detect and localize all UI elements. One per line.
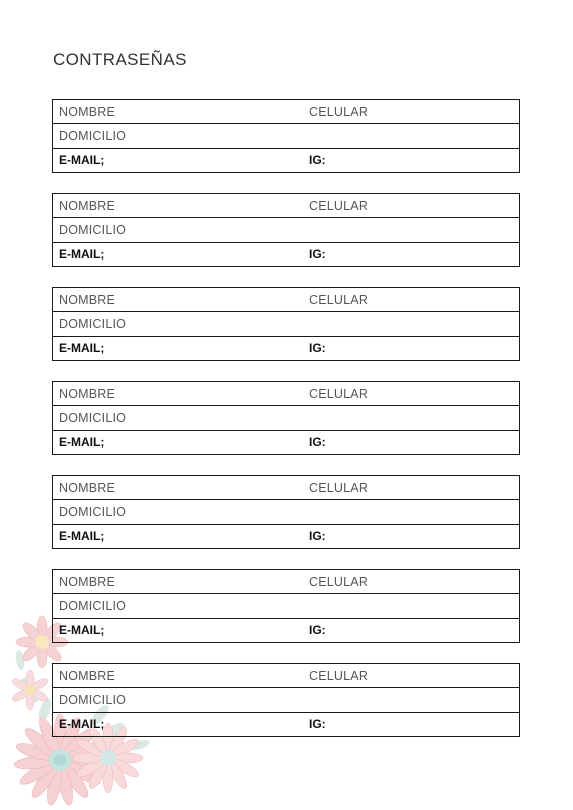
email-label: E-MAIL; (59, 529, 105, 544)
name-label: NOMBRE (59, 574, 116, 589)
name-phone-row[interactable] (53, 100, 519, 124)
address-label: DOMICILIO (59, 128, 127, 143)
phone-label: CELULAR (309, 198, 369, 213)
email-label: E-MAIL; (59, 623, 105, 638)
ig-label: IG: (309, 153, 326, 168)
address-row[interactable] (53, 594, 519, 618)
email-ig-row[interactable] (53, 619, 519, 642)
phone-label: CELULAR (309, 386, 369, 401)
contact-entry (52, 381, 520, 455)
email-ig-row[interactable] (53, 525, 519, 548)
email-label: E-MAIL; (59, 247, 105, 262)
ig-label: IG: (309, 341, 326, 356)
email-label: E-MAIL; (59, 153, 105, 168)
address-label: DOMICILIO (59, 504, 127, 519)
name-label: NOMBRE (59, 480, 116, 495)
name-phone-row[interactable] (53, 194, 519, 218)
email-ig-row[interactable] (53, 243, 519, 266)
address-label: DOMICILIO (59, 692, 127, 707)
email-ig-row[interactable] (53, 337, 519, 360)
name-phone-row[interactable] (53, 288, 519, 312)
address-row[interactable] (53, 500, 519, 524)
address-row[interactable] (53, 218, 519, 242)
contact-entry (52, 193, 520, 267)
name-label: NOMBRE (59, 386, 116, 401)
email-ig-row[interactable] (53, 431, 519, 454)
email-label: E-MAIL; (59, 341, 105, 356)
phone-label: CELULAR (309, 104, 369, 119)
phone-label: CELULAR (309, 292, 369, 307)
phone-label: CELULAR (309, 668, 369, 683)
contact-entry (52, 287, 520, 361)
name-label: NOMBRE (59, 668, 116, 683)
contact-entry (52, 99, 520, 173)
ig-label: IG: (309, 435, 326, 450)
email-label: E-MAIL; (59, 717, 105, 732)
name-phone-row[interactable] (53, 382, 519, 406)
name-label: NOMBRE (59, 104, 116, 119)
phone-label: CELULAR (309, 574, 369, 589)
name-phone-row[interactable] (53, 664, 519, 688)
name-label: NOMBRE (59, 198, 116, 213)
email-ig-row[interactable] (53, 149, 519, 172)
name-phone-row[interactable] (53, 570, 519, 594)
ig-label: IG: (309, 529, 326, 544)
address-row[interactable] (53, 406, 519, 430)
address-label: DOMICILIO (59, 316, 127, 331)
ig-label: IG: (309, 623, 326, 638)
contact-entry (52, 569, 520, 643)
phone-label: CELULAR (309, 480, 369, 495)
page-title: CONTRASEÑAS (53, 50, 187, 69)
ig-label: IG: (309, 717, 326, 732)
address-label: DOMICILIO (59, 410, 127, 425)
contact-entry (52, 663, 520, 737)
address-row[interactable] (53, 688, 519, 712)
address-row[interactable] (53, 312, 519, 336)
email-label: E-MAIL; (59, 435, 105, 450)
address-row[interactable] (53, 124, 519, 148)
address-label: DOMICILIO (59, 222, 127, 237)
address-label: DOMICILIO (59, 598, 127, 613)
email-ig-row[interactable] (53, 713, 519, 736)
name-label: NOMBRE (59, 292, 116, 307)
name-phone-row[interactable] (53, 476, 519, 500)
contact-entry (52, 475, 520, 549)
ig-label: IG: (309, 247, 326, 262)
